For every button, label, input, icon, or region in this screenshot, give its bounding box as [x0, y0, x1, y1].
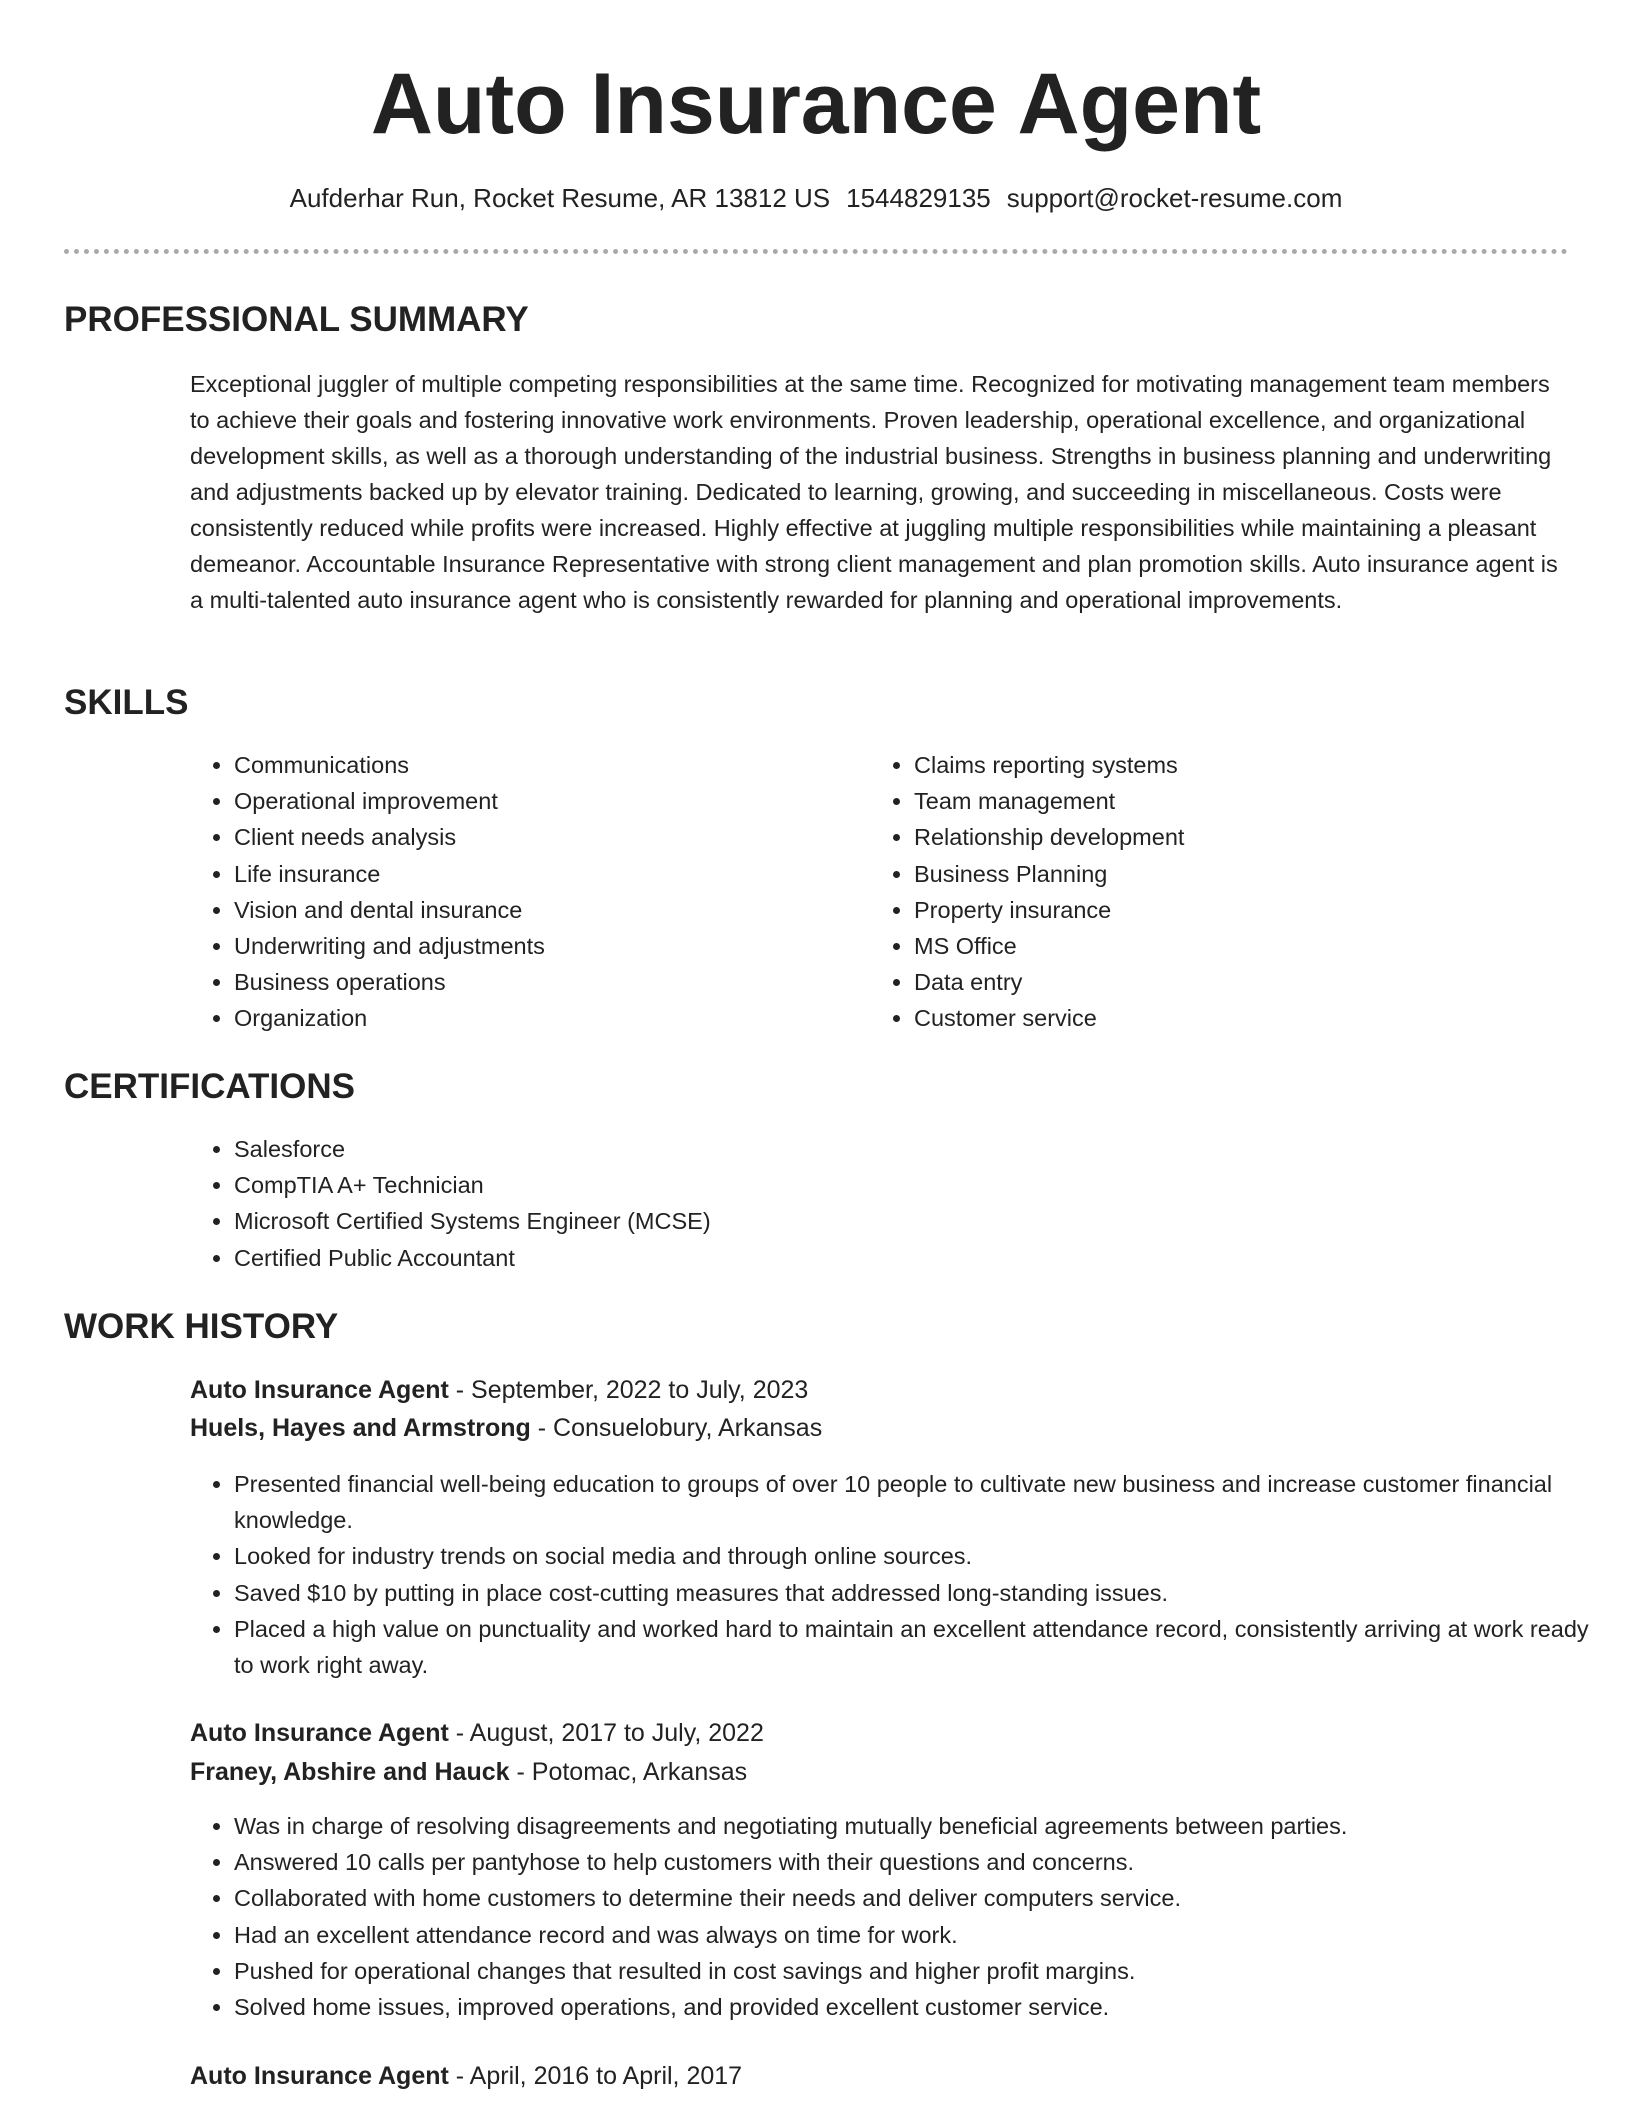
- skills-list-right: [870, 747, 1534, 1037]
- list-item: • Salesforce: [234, 1131, 1534, 1167]
- job-dates: - August, 2017 to July, 2022: [448, 1719, 764, 1747]
- list-item: • Saved $10 by putting in place cost-cutting measures that addressed long-standing issues.: [234, 1575, 1594, 1611]
- list-item: • Data entry: [914, 964, 1534, 1000]
- job-location: - Consuelobury, Arkansas: [530, 1414, 823, 1442]
- list-item: • Answered 10 calls per pantyhose to help customers with their questions and concerns.: [234, 1844, 1594, 1880]
- list-item: • Business operations: [234, 964, 854, 1000]
- list-item: • Communications: [234, 747, 854, 783]
- job-title-line: [190, 1372, 808, 1408]
- contact-phone: 1544829135: [846, 183, 991, 213]
- list-item: • Was in charge of resolving disagreements and negotiating mutually beneficial agreements between parties.: [234, 1808, 1594, 1844]
- job-title: Auto Insurance Agent: [190, 2062, 449, 2090]
- section-title-skills: SKILLS: [64, 683, 189, 722]
- list-item: • Had an excellent attendance record and was always on time for work.: [234, 1917, 1594, 1953]
- list-item: • Claims reporting systems: [914, 747, 1534, 783]
- job-title: Auto Insurance Agent: [190, 1719, 449, 1747]
- job-company: Franey, Abshire and Hauck: [190, 1758, 510, 1786]
- job-dates: - April, 2016 to April, 2017: [448, 2062, 743, 2090]
- section-title-work-history: WORK HISTORY: [64, 1307, 339, 1346]
- job-location: - Potomac, Arkansas: [509, 1758, 748, 1786]
- list-item: • Collaborated with home customers to determine their needs and deliver computers service.: [234, 1880, 1594, 1916]
- list-item: • Underwriting and adjustments: [234, 928, 854, 964]
- list-item: • Relationship development: [914, 819, 1534, 855]
- list-item: • MS Office: [914, 928, 1534, 964]
- list-item: • Placed a high value on punctuality and worked hard to maintain an excellent attendance record, consistently arriving at work ready to work right away.: [234, 1611, 1594, 1683]
- job-title-line: [190, 2058, 742, 2094]
- list-item: • Client needs analysis: [234, 819, 854, 855]
- section-title-summary: PROFESSIONAL SUMMARY: [64, 300, 529, 339]
- resume-name: Auto Insurance Agent: [370, 56, 1262, 152]
- job-title-line: [190, 1715, 764, 1751]
- list-item: • Organization: [234, 1000, 854, 1036]
- list-item: • Business Planning: [914, 856, 1534, 892]
- job-bullets: [190, 1466, 1594, 1683]
- list-item: • Looked for industry trends on social media and through online sources.: [234, 1538, 1594, 1574]
- list-item: • Presented financial well-being education to groups of over 10 people to cultivate new business and increase customer financial knowledge.: [234, 1466, 1594, 1538]
- list-item: • Customer service: [914, 1000, 1534, 1036]
- contact-email: support@rocket-resume.com: [1006, 183, 1343, 213]
- list-item: • Solved home issues, improved operations, and provided excellent customer service.: [234, 1989, 1594, 2025]
- job-dates: - September, 2022 to July, 2023: [448, 1376, 809, 1404]
- list-item: • Pushed for operational changes that resulted in cost savings and higher profit margins.: [234, 1953, 1594, 1989]
- contact-address: Aufderhar Run, Rocket Resume, AR 13812 US: [289, 183, 831, 213]
- job-bullets: [190, 1808, 1594, 2025]
- job-company: Huels, Hayes and Armstrong: [190, 1414, 531, 1442]
- list-item: • Operational improvement: [234, 783, 854, 819]
- list-item: • Microsoft Certified Systems Engineer (MCSE): [234, 1203, 1534, 1239]
- header-divider: [64, 249, 1568, 254]
- list-item: • Team management: [914, 783, 1534, 819]
- list-item: • Certified Public Accountant: [234, 1240, 1534, 1276]
- list-item: • Vision and dental insurance: [234, 892, 854, 928]
- skills-list-left: [190, 747, 854, 1037]
- job-company-line: [190, 1754, 747, 1790]
- certifications-list: [190, 1131, 1534, 1276]
- list-item: • Life insurance: [234, 856, 854, 892]
- contact-line: [0, 180, 1632, 216]
- summary-text: Exceptional juggler of multiple competing responsibilities at the same time. Recognized for motivating management team members to achieve their goals and fostering innovative work environments. Proven leadership, operational excellence, and organizational development skills, as well as a thorough understanding of the industrial business. Strengths in business planning and underwriting and adjustments backed up by elevator training. Dedicated to learning, growing, and succeeding in miscellaneous. Costs were consistently reduced while profits were increased. Highly effective at juggling multiple responsibilities while maintaining a pleasant demeanor. Accountable Insurance Representative with strong client management and plan promotion skills. Auto insurance agent is a multi-talented auto insurance agent who is consistently rewarded for planning and operational improvements.: [190, 371, 1558, 613]
- list-item: • Property insurance: [914, 892, 1534, 928]
- section-title-certifications: CERTIFICATIONS: [64, 1067, 356, 1106]
- list-item: • CompTIA A+ Technician: [234, 1167, 1534, 1203]
- job-company-line: [190, 1410, 822, 1446]
- job-title: Auto Insurance Agent: [190, 1376, 449, 1404]
